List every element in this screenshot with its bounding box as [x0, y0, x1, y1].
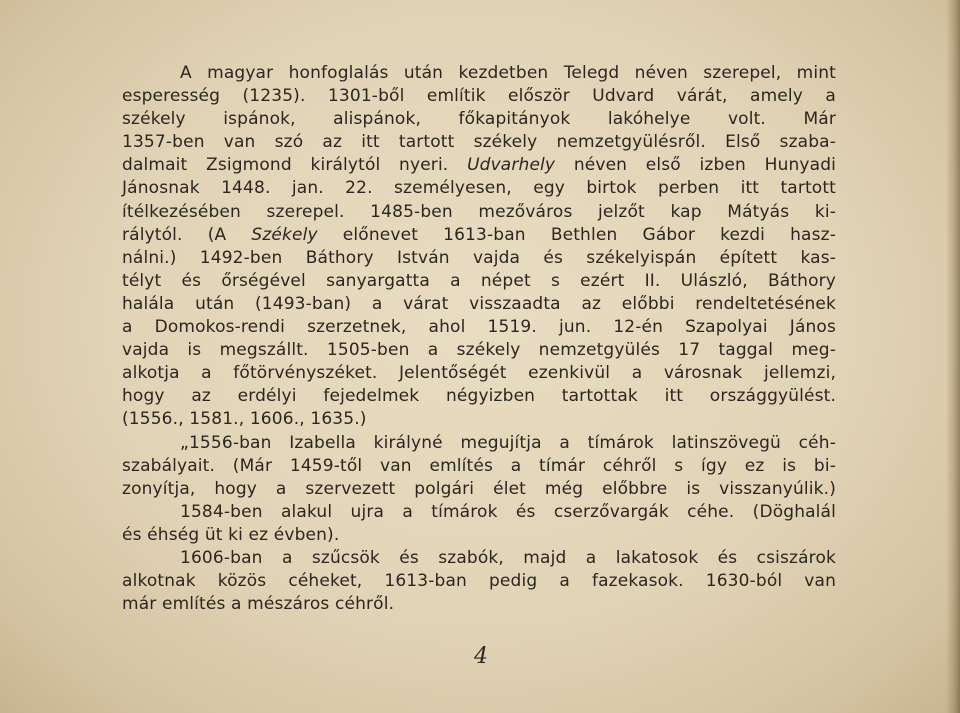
text-line: [122, 408, 836, 431]
text-segment: Jánosnak 1448. jan. 22. személyesen, egy birtok perben itt tartott: [122, 178, 836, 199]
text-line: [122, 478, 836, 501]
text-line: [122, 593, 836, 616]
text-line: [122, 339, 836, 362]
text-line: [122, 455, 836, 478]
text-segment: zonyítja, hogy a szervezett polgári élet még előbbre is visszanyúlik.): [122, 478, 836, 499]
text-segment: alkotja a főtörvényszéket. Jelentőségét ezenkivül a városnak jellemzi,: [122, 363, 836, 384]
text-line: [122, 131, 836, 154]
text-segment: már említés a mészáros céhről.: [122, 594, 395, 615]
text-line: [122, 85, 836, 108]
text-segment: alkotnak közös céheket, 1613-ban pedig a fazekasok. 1630-ból van: [122, 571, 836, 592]
text-line: [122, 62, 836, 85]
text-line: [122, 570, 836, 593]
text-segment: A magyar honfoglalás után kezdetben Telegd néven szerepel, mint: [180, 63, 836, 83]
text-line: [122, 432, 836, 455]
text-segment: 1606-ban a szűcsök és szabók, majd a lakatosok és csiszárok: [180, 547, 836, 568]
text-segment: ítélkezésében szerepel. 1485-ben mezőváros jelzőt kap Mátyás ki-: [122, 201, 836, 222]
text-line: [122, 385, 836, 408]
text-segment: 1584-ben alakul ujra a tímárok és cserzővargák céhe. (Döghalál: [180, 501, 836, 522]
text-line: [122, 293, 836, 316]
text-segment: „1556-ban Izabella királyné megujítja a tímárok latinszövegü céh-: [180, 432, 836, 453]
text-line: [122, 270, 836, 293]
page-edge-shadow: [946, 0, 960, 713]
text-segment: télyt és őrségével sanyargatta a népet s ezért II. Ulászló, Báthory: [122, 270, 836, 291]
text-segment: dalmait Zsigmond királytól nyeri.: [122, 155, 468, 176]
text-segment: halála után (1493-ban) a várat visszaadta az előbbi rendeltetésének: [122, 293, 836, 314]
italic-term: Székely: [251, 224, 318, 245]
text-segment: a Domokos-rendi szerzetnek, ahol 1519. jun. 12-én Szapolyai János: [122, 317, 836, 338]
page-number: 4: [474, 644, 488, 669]
italic-term: Udvarhely: [467, 155, 556, 176]
text-segment: nálni.) 1492-ben Báthory István vajda és székelyispán épített kas-: [122, 247, 836, 268]
body-text: [122, 62, 836, 616]
text-line: [122, 501, 836, 524]
text-line: [122, 201, 836, 224]
text-line: [122, 247, 836, 270]
text-segment: szabályait. (Már 1459-től van említés a tímár céhről s így ez is bi-: [122, 455, 836, 476]
text-line: [122, 524, 836, 547]
text-segment: rálytól. (A: [122, 224, 252, 245]
text-line: [122, 154, 836, 177]
text-segment: és éhség üt ki ez évben).: [122, 524, 340, 545]
text-segment: előnevet 1613-ban Bethlen Gábor kezdi hasz-: [317, 224, 836, 245]
text-line: [122, 547, 836, 570]
text-line: [122, 224, 836, 247]
text-line: [122, 362, 836, 385]
text-segment: néven első izben Hunyadi: [555, 155, 837, 176]
text-segment: esperesség (1235). 1301-ből említik először Udvard várát, amely a: [122, 86, 836, 107]
text-segment: vajda is megszállt. 1505-ben a székely nemzetgyülés 17 taggal meg-: [122, 340, 836, 361]
text-segment: székely ispánok, alispánok, főkapitányok lakóhelye volt. Már: [122, 109, 836, 130]
text-line: [122, 316, 836, 339]
text-segment: (1556., 1581., 1606., 1635.): [122, 409, 367, 430]
text-line: [122, 177, 836, 200]
text-segment: 1357-ben van szó az itt tartott székely nemzetgyülésről. Első szaba-: [122, 132, 836, 153]
text-line: [122, 108, 836, 131]
text-segment: hogy az erdélyi fejedelmek négyizben tartottak itt országgyülést.: [122, 386, 836, 407]
